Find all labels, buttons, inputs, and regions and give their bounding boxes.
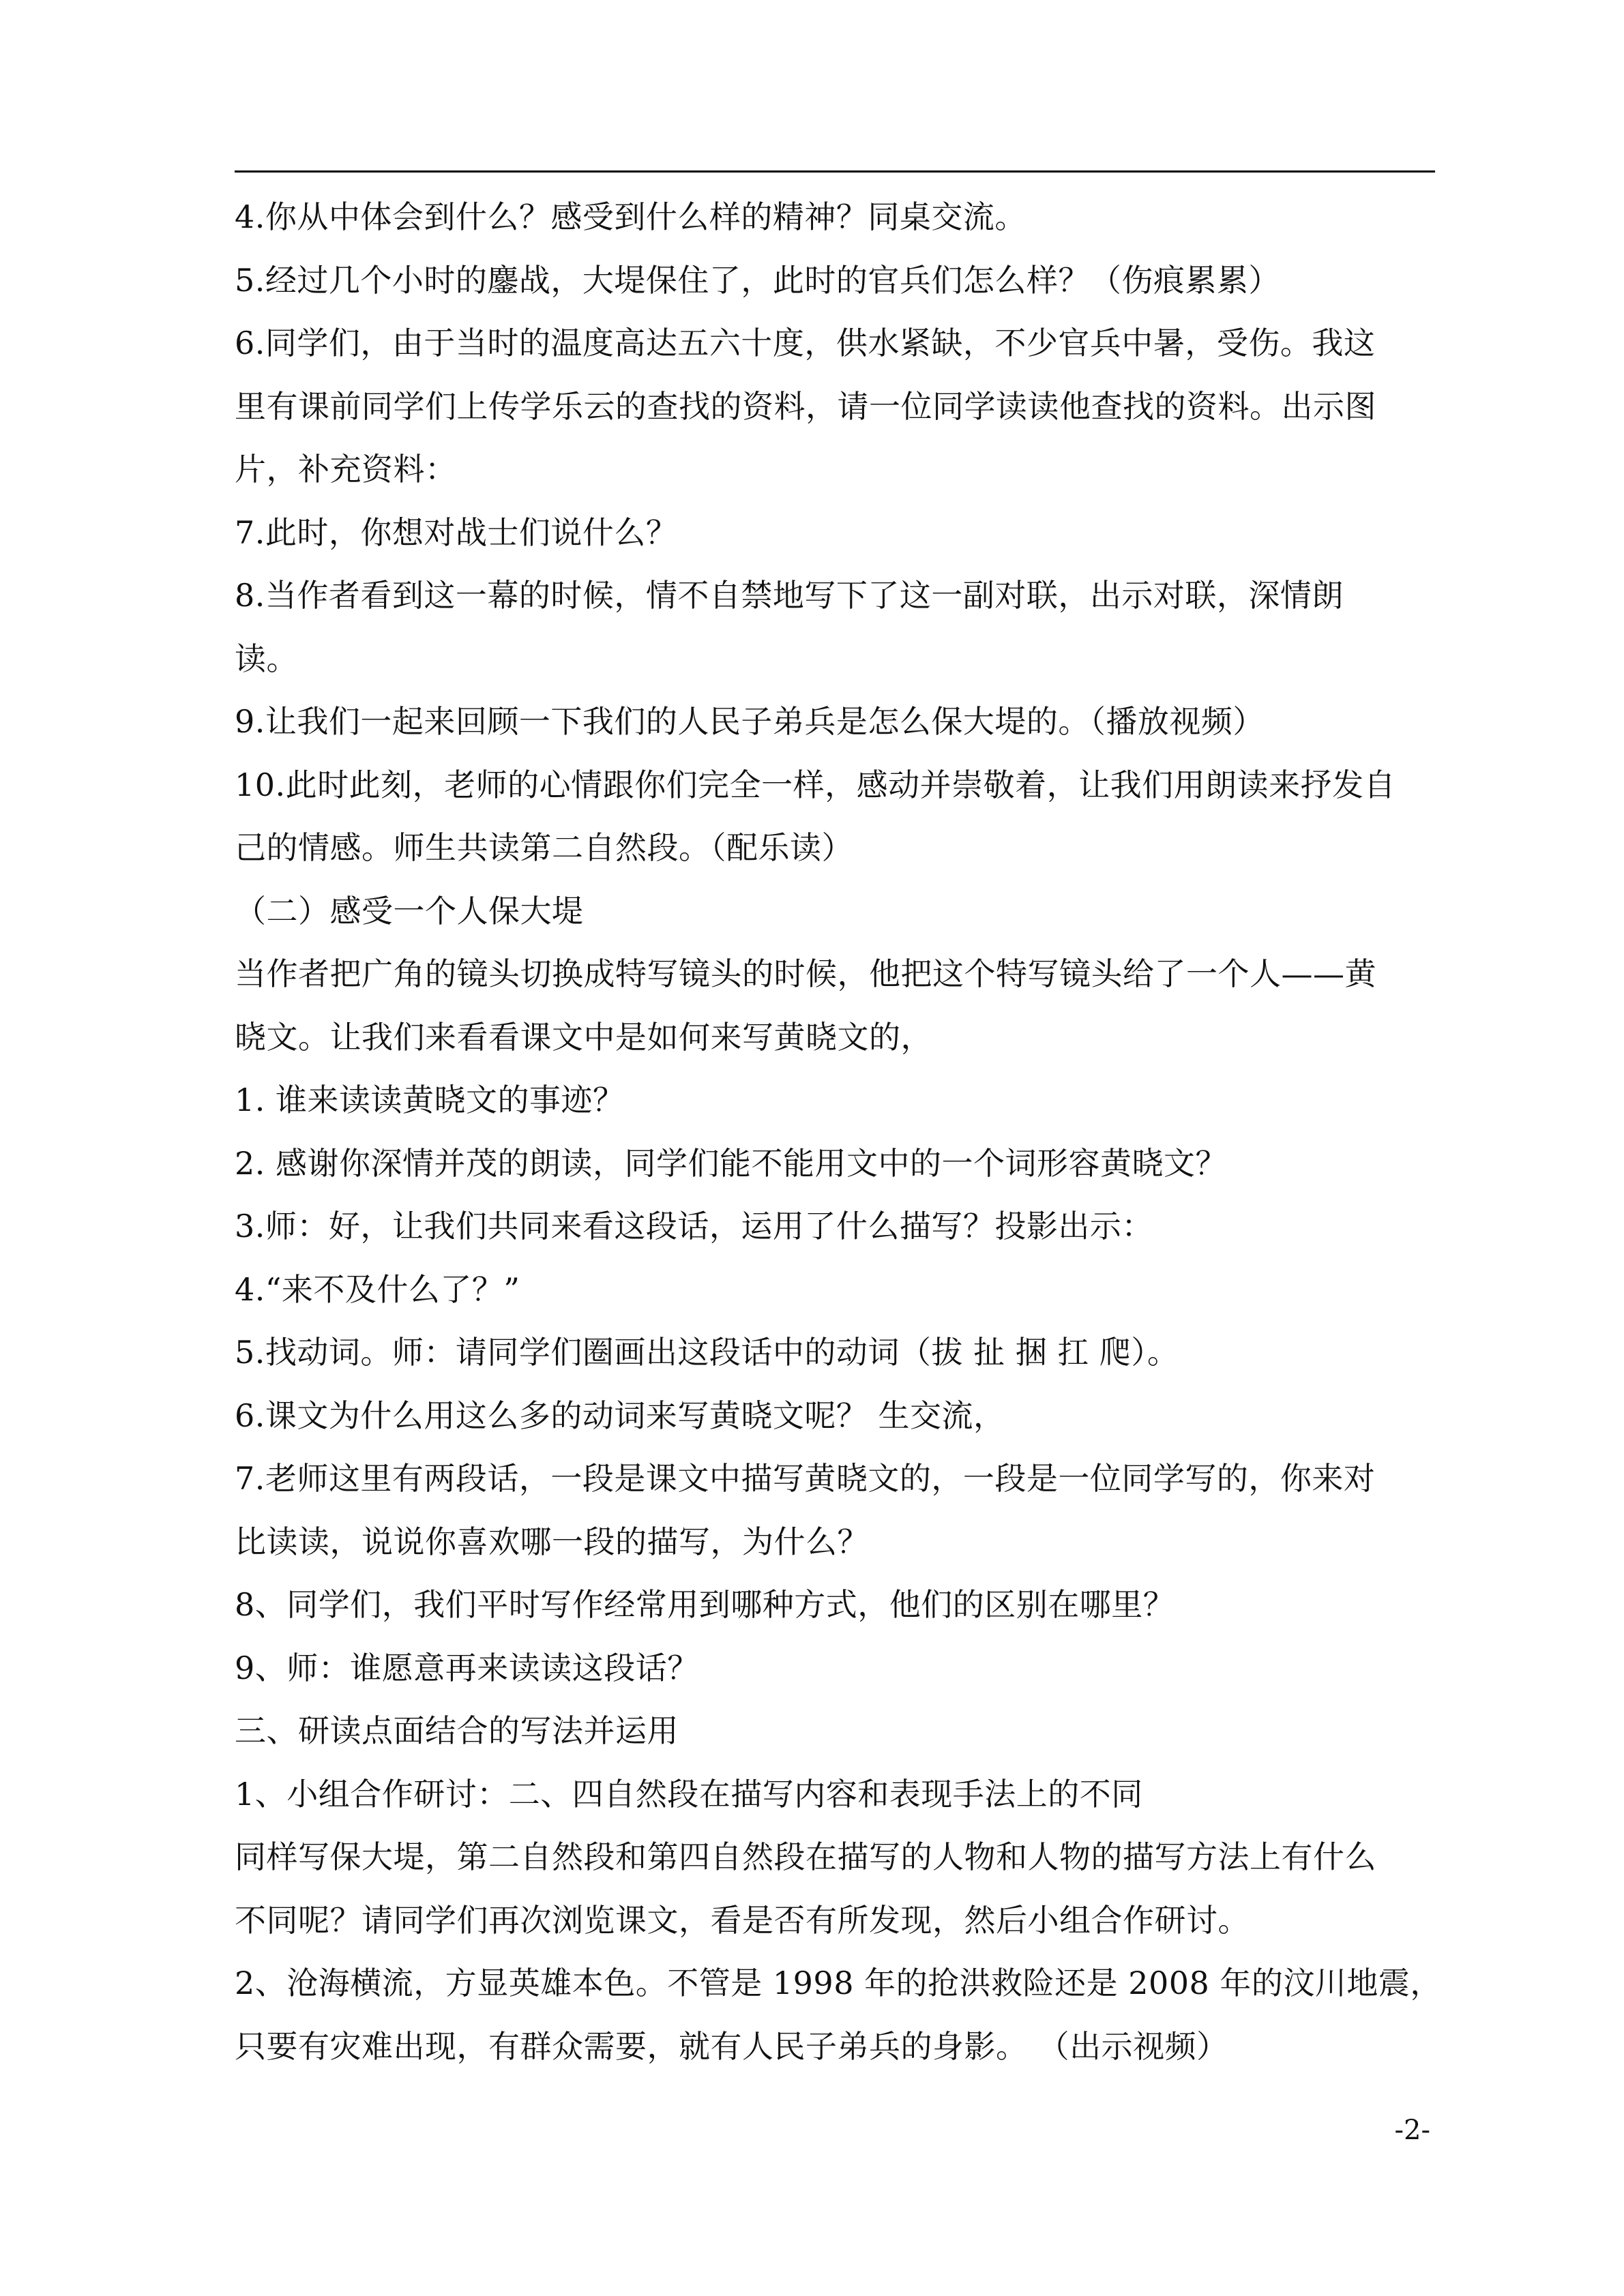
text-line: 4.“来不及什么了？”: [235, 1270, 520, 1308]
text-line: 己的情感。师生共读第二自然段。（配乐读）: [235, 829, 853, 866]
text-line: 6.课文为什么用这么多的动词来写黄晓文呢？ 生交流，: [235, 1397, 1005, 1434]
section-heading: （二）感受一个人保大堤: [235, 892, 584, 929]
text-line: 9.让我们一起来回顾一下我们的人民子弟兵是怎么保大堤的。（播放视频）: [235, 703, 1265, 740]
text-line: 2、沧海横流，方显英雄本色。不管是 1998 年的抢洪救险还是 2008 年的汶川地震，: [235, 1965, 1442, 2001]
text-line: 4.你从中体会到什么？感受到什么样的精神？同桌交流。: [235, 198, 1027, 235]
text-line: 9、师：谁愿意再来读读这段话？: [235, 1649, 699, 1686]
text-line: 8.当作者看到这一幕的时候，情不自禁地写下了这一副对联，出示对联，深情朗: [235, 577, 1344, 614]
header-rule: [235, 170, 1435, 173]
text-line: 只要有灾难出现，有群众需要，就有人民子弟兵的身影。 （出示视频）: [235, 2027, 1228, 2065]
text-line: 里有课前同学们上传学乐云的查找的资料，请一位同学读读他查找的资料。出示图: [235, 387, 1376, 425]
text-line: 晓文。让我们来看看课文中是如何来写黄晓文的，: [235, 1018, 932, 1056]
text-line: 3.师：好，让我们共同来看这段话，运用了什么描写？投影出示：: [235, 1208, 1153, 1244]
text-line: 10.此时此刻，老师的心情跟你们完全一样，感动并崇敬着，让我们用朗读来抒发自: [235, 766, 1396, 803]
text-line: 7.此时，你想对战士们说什么？: [235, 513, 678, 551]
text-line: 比读读，说说你喜欢哪一段的描写，为什么？: [235, 1523, 869, 1560]
text-line: 读。: [235, 640, 298, 677]
section-heading: 三、研读点面结合的写法并运用: [235, 1712, 679, 1749]
text-line: 片，补充资料：: [235, 451, 457, 488]
text-line: 5.经过几个小时的鏖战，大堤保住了，此时的官兵们怎么样？（伤痕累累）: [235, 261, 1280, 299]
text-line: 7.老师这里有两段话，一段是课文中描写黄晓文的，一段是一位同学写的，你来对: [235, 1460, 1376, 1497]
text-line: 2. 感谢你深情并茂的朗读，同学们能不能用文中的一个词形容黄晓文？: [235, 1144, 1228, 1182]
text-line: 1、小组合作研讨：二、四自然段在描写内容和表现手法上的不同: [235, 1775, 1143, 1813]
text-line: 1. 谁来读读黄晓文的事迹？: [235, 1082, 625, 1118]
text-line: 同样写保大堤，第二自然段和第四自然段在描写的人物和人物的描写方法上有什么: [235, 1838, 1376, 1875]
text-line: 6.同学们，由于当时的温度高达五六十度，供水紧缺，不少官兵中暑，受伤。我这: [235, 325, 1376, 361]
text-line: 8、同学们，我们平时写作经常用到哪种方式，他们的区别在哪里？: [235, 1586, 1175, 1623]
text-line: 5.找动词。师：请同学们圈画出这段话中的动词（拔 扯 捆 扛 爬）。: [235, 1334, 1179, 1371]
text-line: 不同呢？请同学们再次浏览课文，看是否有所发现，然后小组合作研讨。: [235, 1901, 1250, 1939]
page-number: -2-: [1394, 2115, 1430, 2146]
document-body: [235, 185, 1442, 2078]
text-line: 当作者把广角的镜头切换成特写镜头的时候，他把这个特写镜头给了一个人——黄: [235, 955, 1376, 992]
